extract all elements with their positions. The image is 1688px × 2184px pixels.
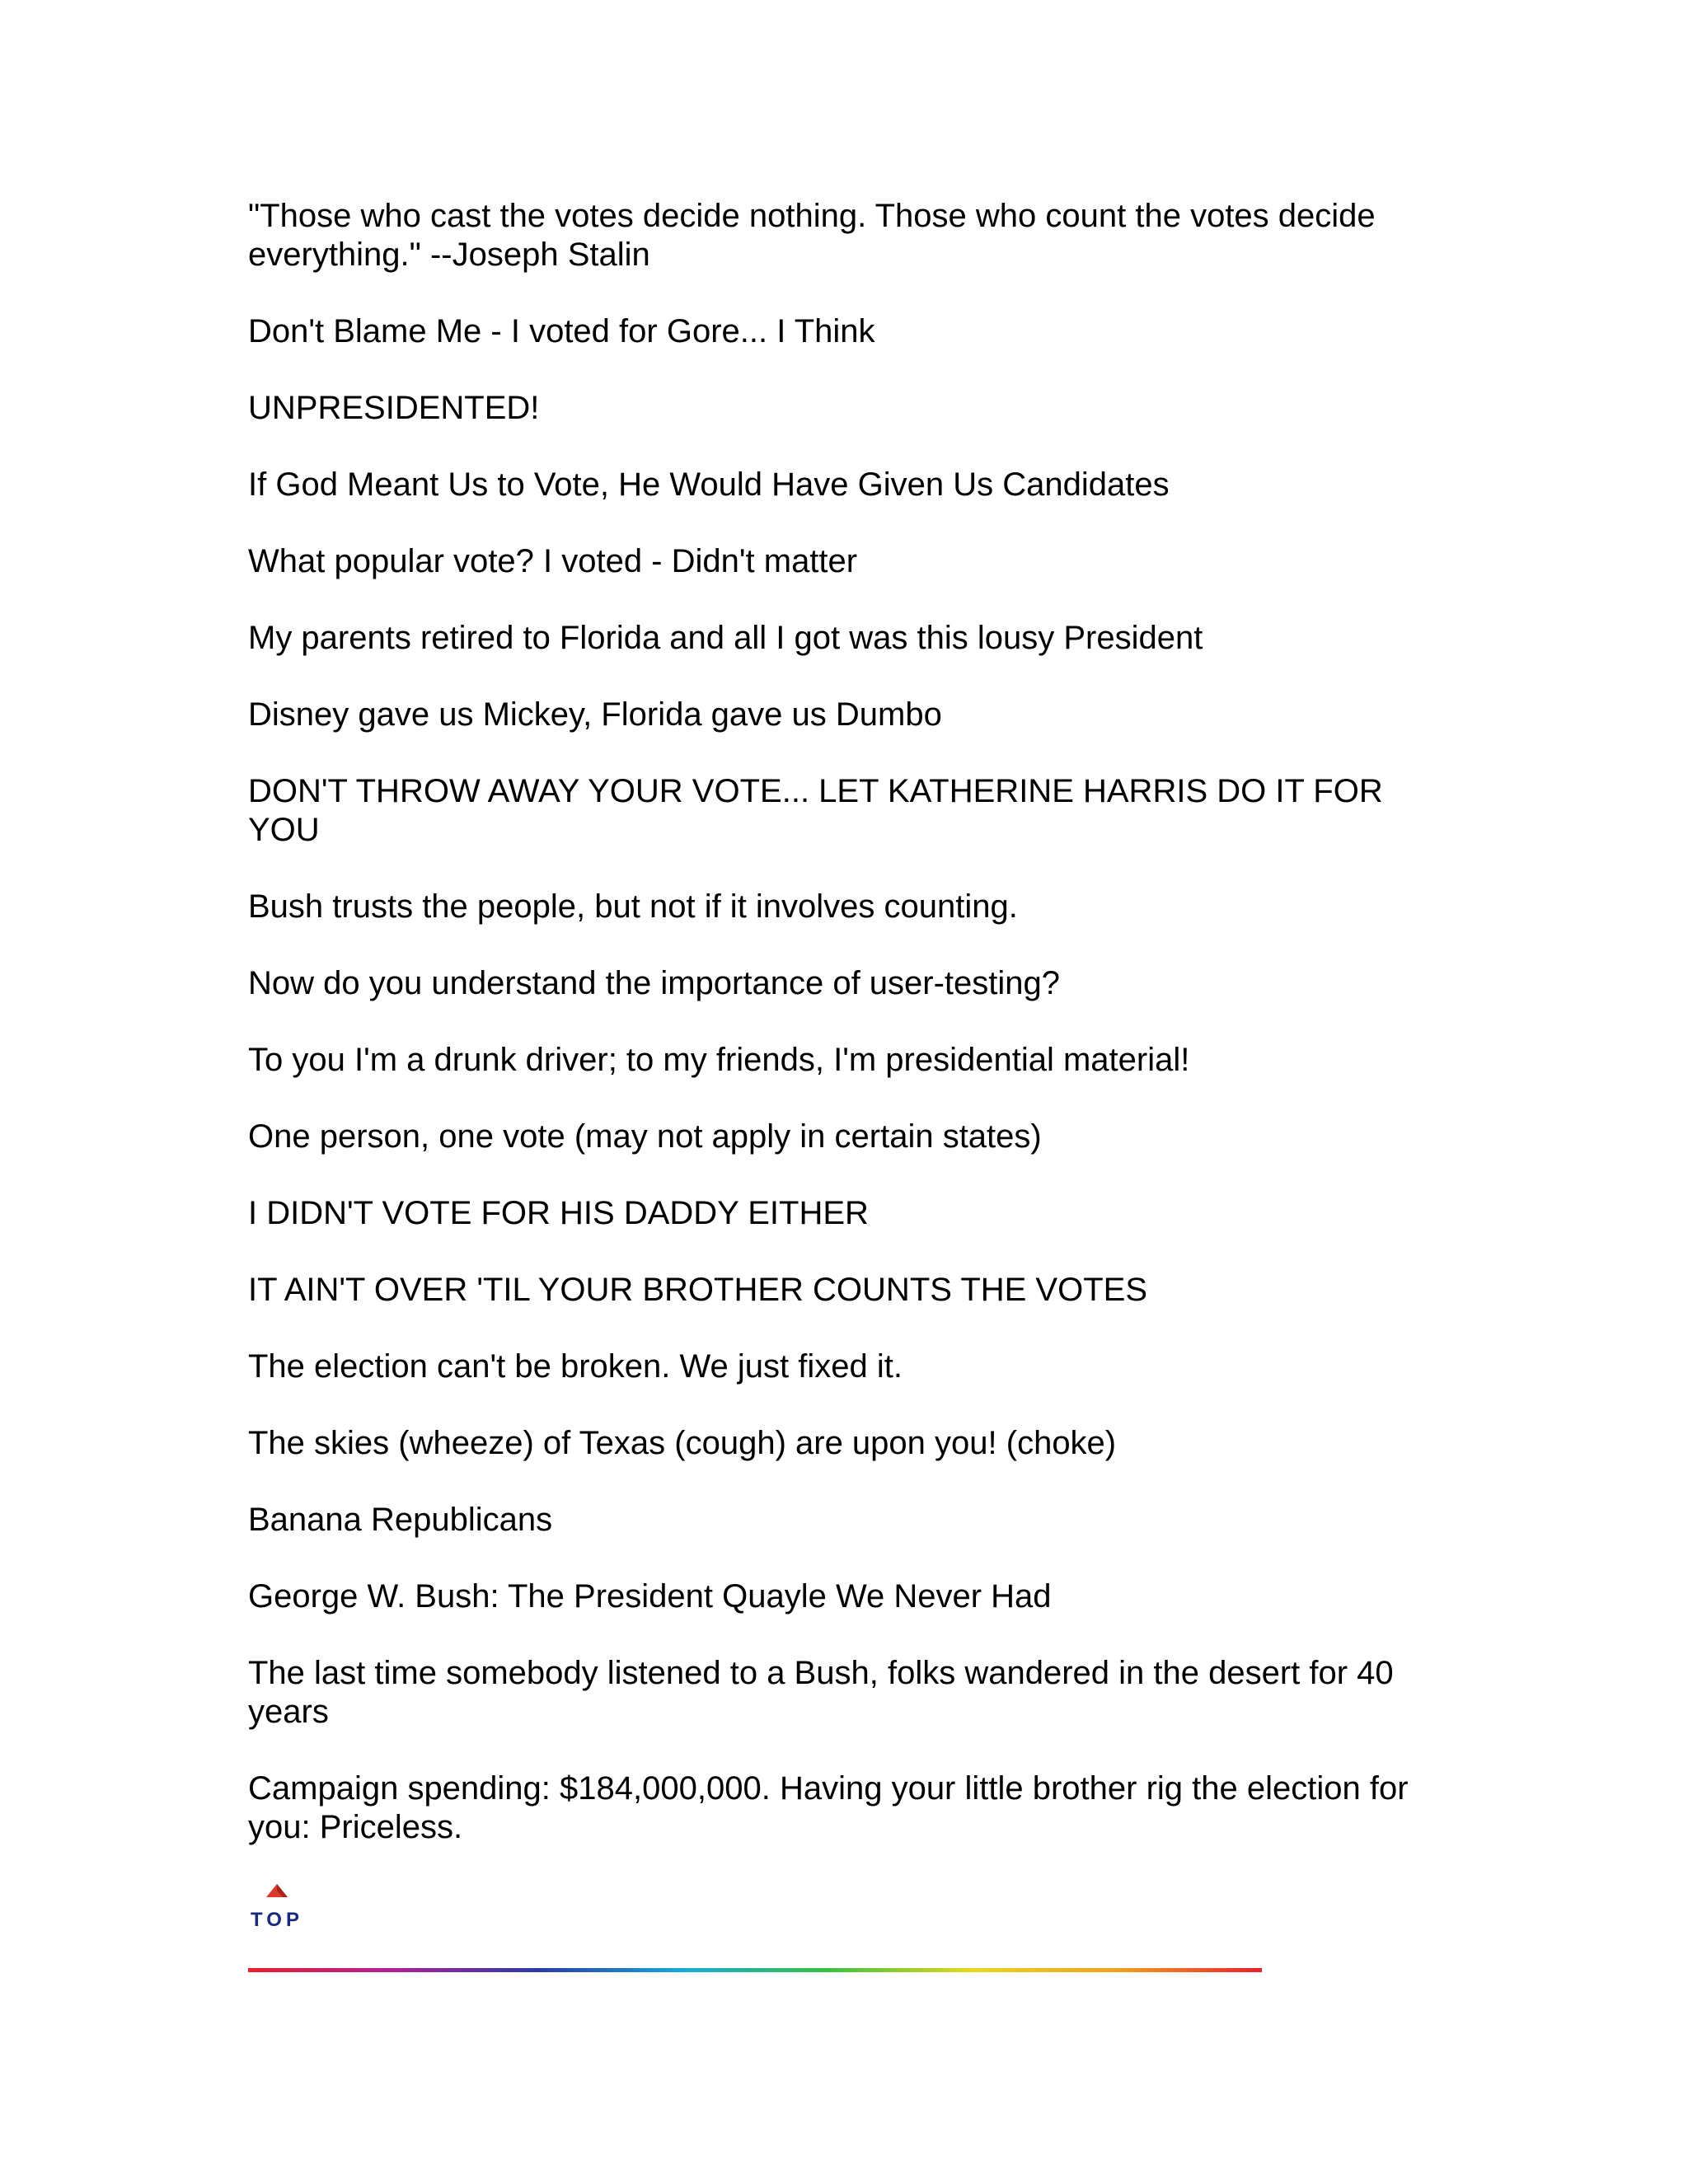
slogan-item: To you I'm a drunk driver; to my friends, I'm presidential material! xyxy=(248,1042,1190,1078)
slogan-item: Banana Republicans xyxy=(248,1502,553,1538)
slogan-item: Bush trusts the people, but not if it involves counting. xyxy=(248,888,1018,925)
slogan-item: What popular vote? I voted - Didn't matter xyxy=(248,543,858,579)
slogan-item: Don't Blame Me - I voted for Gore... I Think xyxy=(248,313,875,349)
slogan-item: Campaign spending: $184,000,000. Having your little brother rig the election for you: Priceless. xyxy=(248,1770,1409,1845)
back-to-top-label: TOP xyxy=(251,1909,303,1931)
slogan-item: DON'T THROW AWAY YOUR VOTE... LET KATHERINE HARRIS DO IT FOR YOU xyxy=(248,773,1383,848)
rainbow-divider xyxy=(248,1968,1262,1972)
slogan-item: UNPRESIDENTED! xyxy=(248,390,540,426)
slogan-list xyxy=(248,197,1435,1847)
slogan-item: Now do you understand the importance of user-testing? xyxy=(248,965,1061,1001)
up-arrow-icon xyxy=(250,1881,304,1932)
slogan-item: I DIDN'T VOTE FOR HIS DADDY EITHER xyxy=(248,1195,869,1231)
slogan-item: The election can't be broken. We just fixed it. xyxy=(248,1348,903,1385)
slogan-item: IT AIN'T OVER 'TIL YOUR BROTHER COUNTS THE VOTES xyxy=(248,1272,1148,1308)
slogan-item: My parents retired to Florida and all I got was this lousy President xyxy=(248,620,1203,656)
slogan-item: The last time somebody listened to a Bush, folks wandered in the desert for 40 years xyxy=(248,1655,1394,1730)
slogan-item: Disney gave us Mickey, Florida gave us Dumbo xyxy=(248,696,942,733)
slogan-item: If God Meant Us to Vote, He Would Have Given Us Candidates xyxy=(248,466,1170,503)
slogan-item: "Those who cast the votes decide nothing. Those who count the votes decide everything." --Joseph Stalin xyxy=(248,198,1376,273)
slogan-item: George W. Bush: The President Quayle We Never Had xyxy=(248,1578,1052,1615)
slogan-item: One person, one vote (may not apply in certain states) xyxy=(248,1118,1042,1155)
slogan-item: The skies (wheeze) of Texas (cough) are upon you! (choke) xyxy=(248,1425,1117,1461)
back-to-top-link[interactable] xyxy=(250,1881,304,1932)
